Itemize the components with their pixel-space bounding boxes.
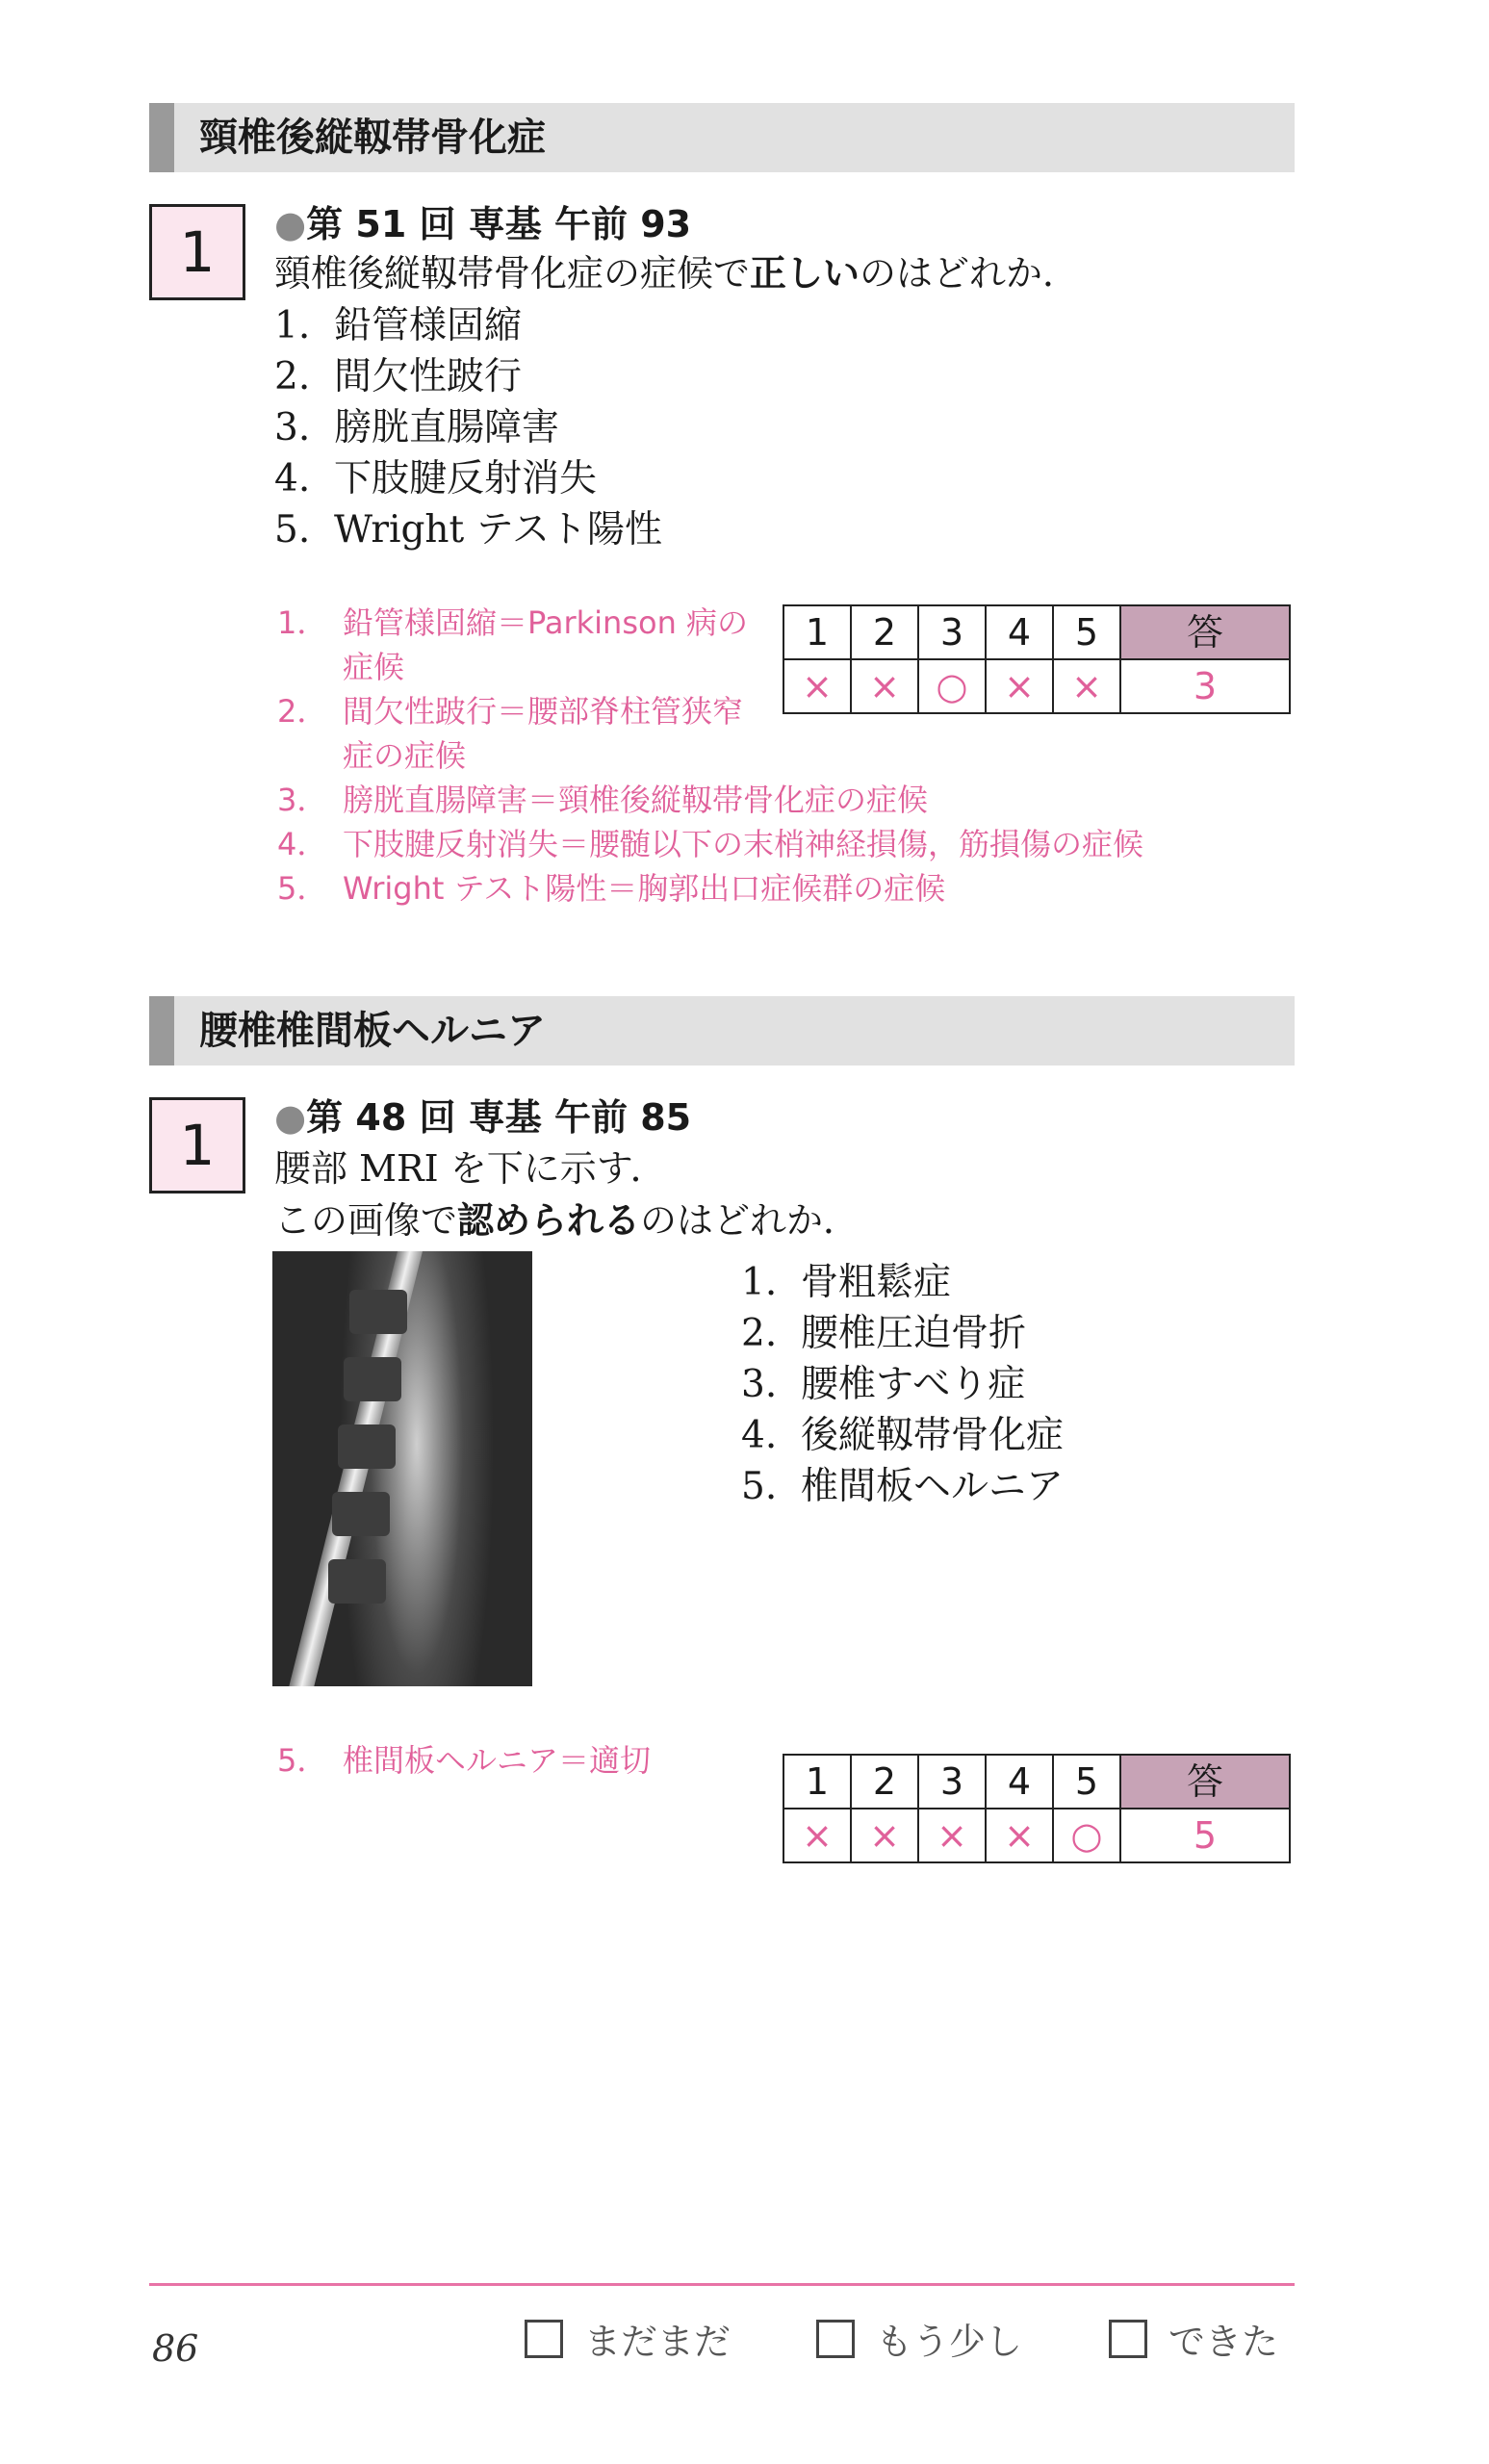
answer-header-cell: 1 [783,605,851,659]
choice-text: 後縦靱帯骨化症 [801,1414,1065,1457]
explanation-number: 1． [277,604,328,641]
section-header-opll: 頸椎後縦靱帯骨化症 [149,103,1295,172]
checkbox-square-icon[interactable] [816,2320,855,2358]
choice-item [274,351,662,402]
choice-number: 5. [274,508,311,552]
choice-text: 骨粗鬆症 [801,1261,952,1304]
choice-number: 1. [274,304,311,347]
choice-text: 椎間板ヘルニア [801,1465,1065,1508]
answer-mark-cell: × [851,659,918,713]
choice-number: 2. [741,1312,778,1355]
choice-item [741,1461,1064,1512]
answer-mark-cell: × [986,1809,1053,1862]
stem-emphasis: 正しい [750,252,860,295]
choice-text: Wright テスト陽性 [334,508,663,552]
explanation-number: 4． [277,826,328,862]
page-number: 86 [152,2327,199,2370]
choice-number: 5. [741,1465,778,1508]
checkbox-label: まだまだ [584,2321,732,2363]
answer-mark-cell: × [1053,659,1120,713]
answer-header-cell: 1 [783,1755,851,1809]
answer-header-cell: 2 [851,605,918,659]
exam-reference [274,1095,691,1140]
answer-header-cell: 2 [851,1755,918,1809]
answer-header-cell: 4 [986,1755,1053,1809]
explanation-text: 鉛管様固縮＝Parkinson 病の症候 [343,604,749,685]
choice-number: 2. [274,355,311,398]
bullet-dot-icon: ● [274,203,307,245]
answer-mark-cell: × [851,1809,918,1862]
checkbox-done[interactable] [1109,2312,1278,2365]
vertebra-shape [344,1357,401,1401]
answer-mark-cell: ○ [918,659,986,713]
vertebra-shape [338,1424,396,1469]
choice-item [741,1257,1064,1308]
choice-item [274,504,662,555]
answer-mark-cell: ○ [1053,1809,1120,1862]
choice-number: 4. [741,1414,778,1457]
vertebra-shape [332,1492,390,1536]
answer-mark-cell: × [783,1809,851,1862]
bullet-dot-icon: ● [274,1096,307,1139]
explanation-text: 膀胱直腸障害＝頸椎後縦靱帯骨化症の症候 [343,782,929,818]
question-stem [274,1195,860,1245]
answer-mark-cell: × [783,659,851,713]
choice-number: 1. [741,1261,778,1304]
footer-divider [149,2283,1295,2286]
checkbox-square-icon[interactable] [525,2320,563,2358]
explanation-item [277,778,1297,822]
vertebra-shape [349,1290,407,1334]
answer-header-cell: 4 [986,605,1053,659]
answer-value-cell: 5 [1120,1809,1290,1862]
checkbox-almost[interactable] [816,2312,1022,2365]
question-number-box: 1 [149,204,245,300]
choice-item [741,1308,1064,1359]
checkbox-not-yet[interactable] [525,2312,731,2365]
explanation-number: 5． [277,1742,328,1779]
choice-number: 3. [741,1363,778,1406]
choice-number: 3. [274,406,311,449]
choice-list [741,1257,1064,1512]
section-header-lumbar-disc-herniation: 腰椎椎間板ヘルニア [149,996,1295,1065]
answer-table [783,604,1291,714]
choice-text: 腰椎すべり症 [801,1363,1026,1406]
answer-table [783,1754,1291,1863]
checkbox-square-icon[interactable] [1109,2320,1147,2358]
stem-text-end: のはどれか． [860,252,1080,295]
choice-item [274,300,662,351]
question-number-box: 1 [149,1097,245,1194]
answer-label-cell: 答 [1120,605,1290,659]
stem-text: 頸椎後縦靱帯骨化症の症候で [274,252,751,295]
answer-header-cell: 5 [1053,1755,1120,1809]
explanation-number: 2． [277,693,328,730]
question-stem [274,248,1079,298]
answer-value-cell: 3 [1120,659,1290,713]
exam-reference-text: 第 48 回 専基 午前 85 [306,1096,692,1139]
choice-number: 4. [274,457,311,500]
explanation-text: 椎間板ヘルニア＝適切 [343,1742,652,1779]
answer-mark-cell: × [918,1809,986,1862]
choice-text: 間欠性跛行 [334,355,523,398]
choice-list [274,300,662,555]
choice-item [741,1359,1064,1410]
checkbox-label: できた [1168,2321,1279,2363]
answer-header-cell: 5 [1053,605,1120,659]
explanation-item [277,601,768,689]
choice-item [274,453,662,504]
choice-text: 鉛管様固縮 [334,304,523,347]
choice-item [274,402,662,453]
question-stem-line1: 腰部 MRI を下に示す． [274,1147,667,1190]
explanation-item [277,689,768,778]
exam-reference [274,202,691,246]
explanation-item [277,866,1297,911]
exam-reference-text: 第 51 回 専基 午前 93 [306,203,692,245]
checkbox-label: もう少し [876,2321,1023,2363]
stem-emphasis: 認められる [457,1199,641,1242]
explanation-text: 間欠性跛行＝腰部脊柱管狭窄症の症候 [343,693,744,774]
vertebra-shape [328,1559,386,1604]
choice-item [741,1410,1064,1461]
answer-label-cell: 答 [1120,1755,1290,1809]
explanation-text: Wright テスト陽性＝胸郭出口症候群の症候 [343,870,946,907]
answer-mark-cell: × [986,659,1053,713]
answer-header-cell: 3 [918,605,986,659]
explanation-item [277,1738,778,1783]
explanation-text: 下肢腱反射消失＝腰髄以下の末梢神経損傷，筋損傷の症候 [343,826,1144,862]
stem-text-end: のはどれか． [640,1199,860,1242]
explanation-list [277,1738,778,1783]
explanation-number: 5． [277,870,328,907]
answer-header-cell: 3 [918,1755,986,1809]
choice-text: 膀胱直腸障害 [334,406,560,449]
explanation-number: 3． [277,782,328,818]
choice-text: 腰椎圧迫骨折 [801,1312,1027,1355]
choice-text: 下肢腱反射消失 [334,457,598,500]
lumbar-mri-image [272,1251,532,1686]
stem-text: この画像で [274,1199,458,1242]
explanation-item [277,822,1297,866]
